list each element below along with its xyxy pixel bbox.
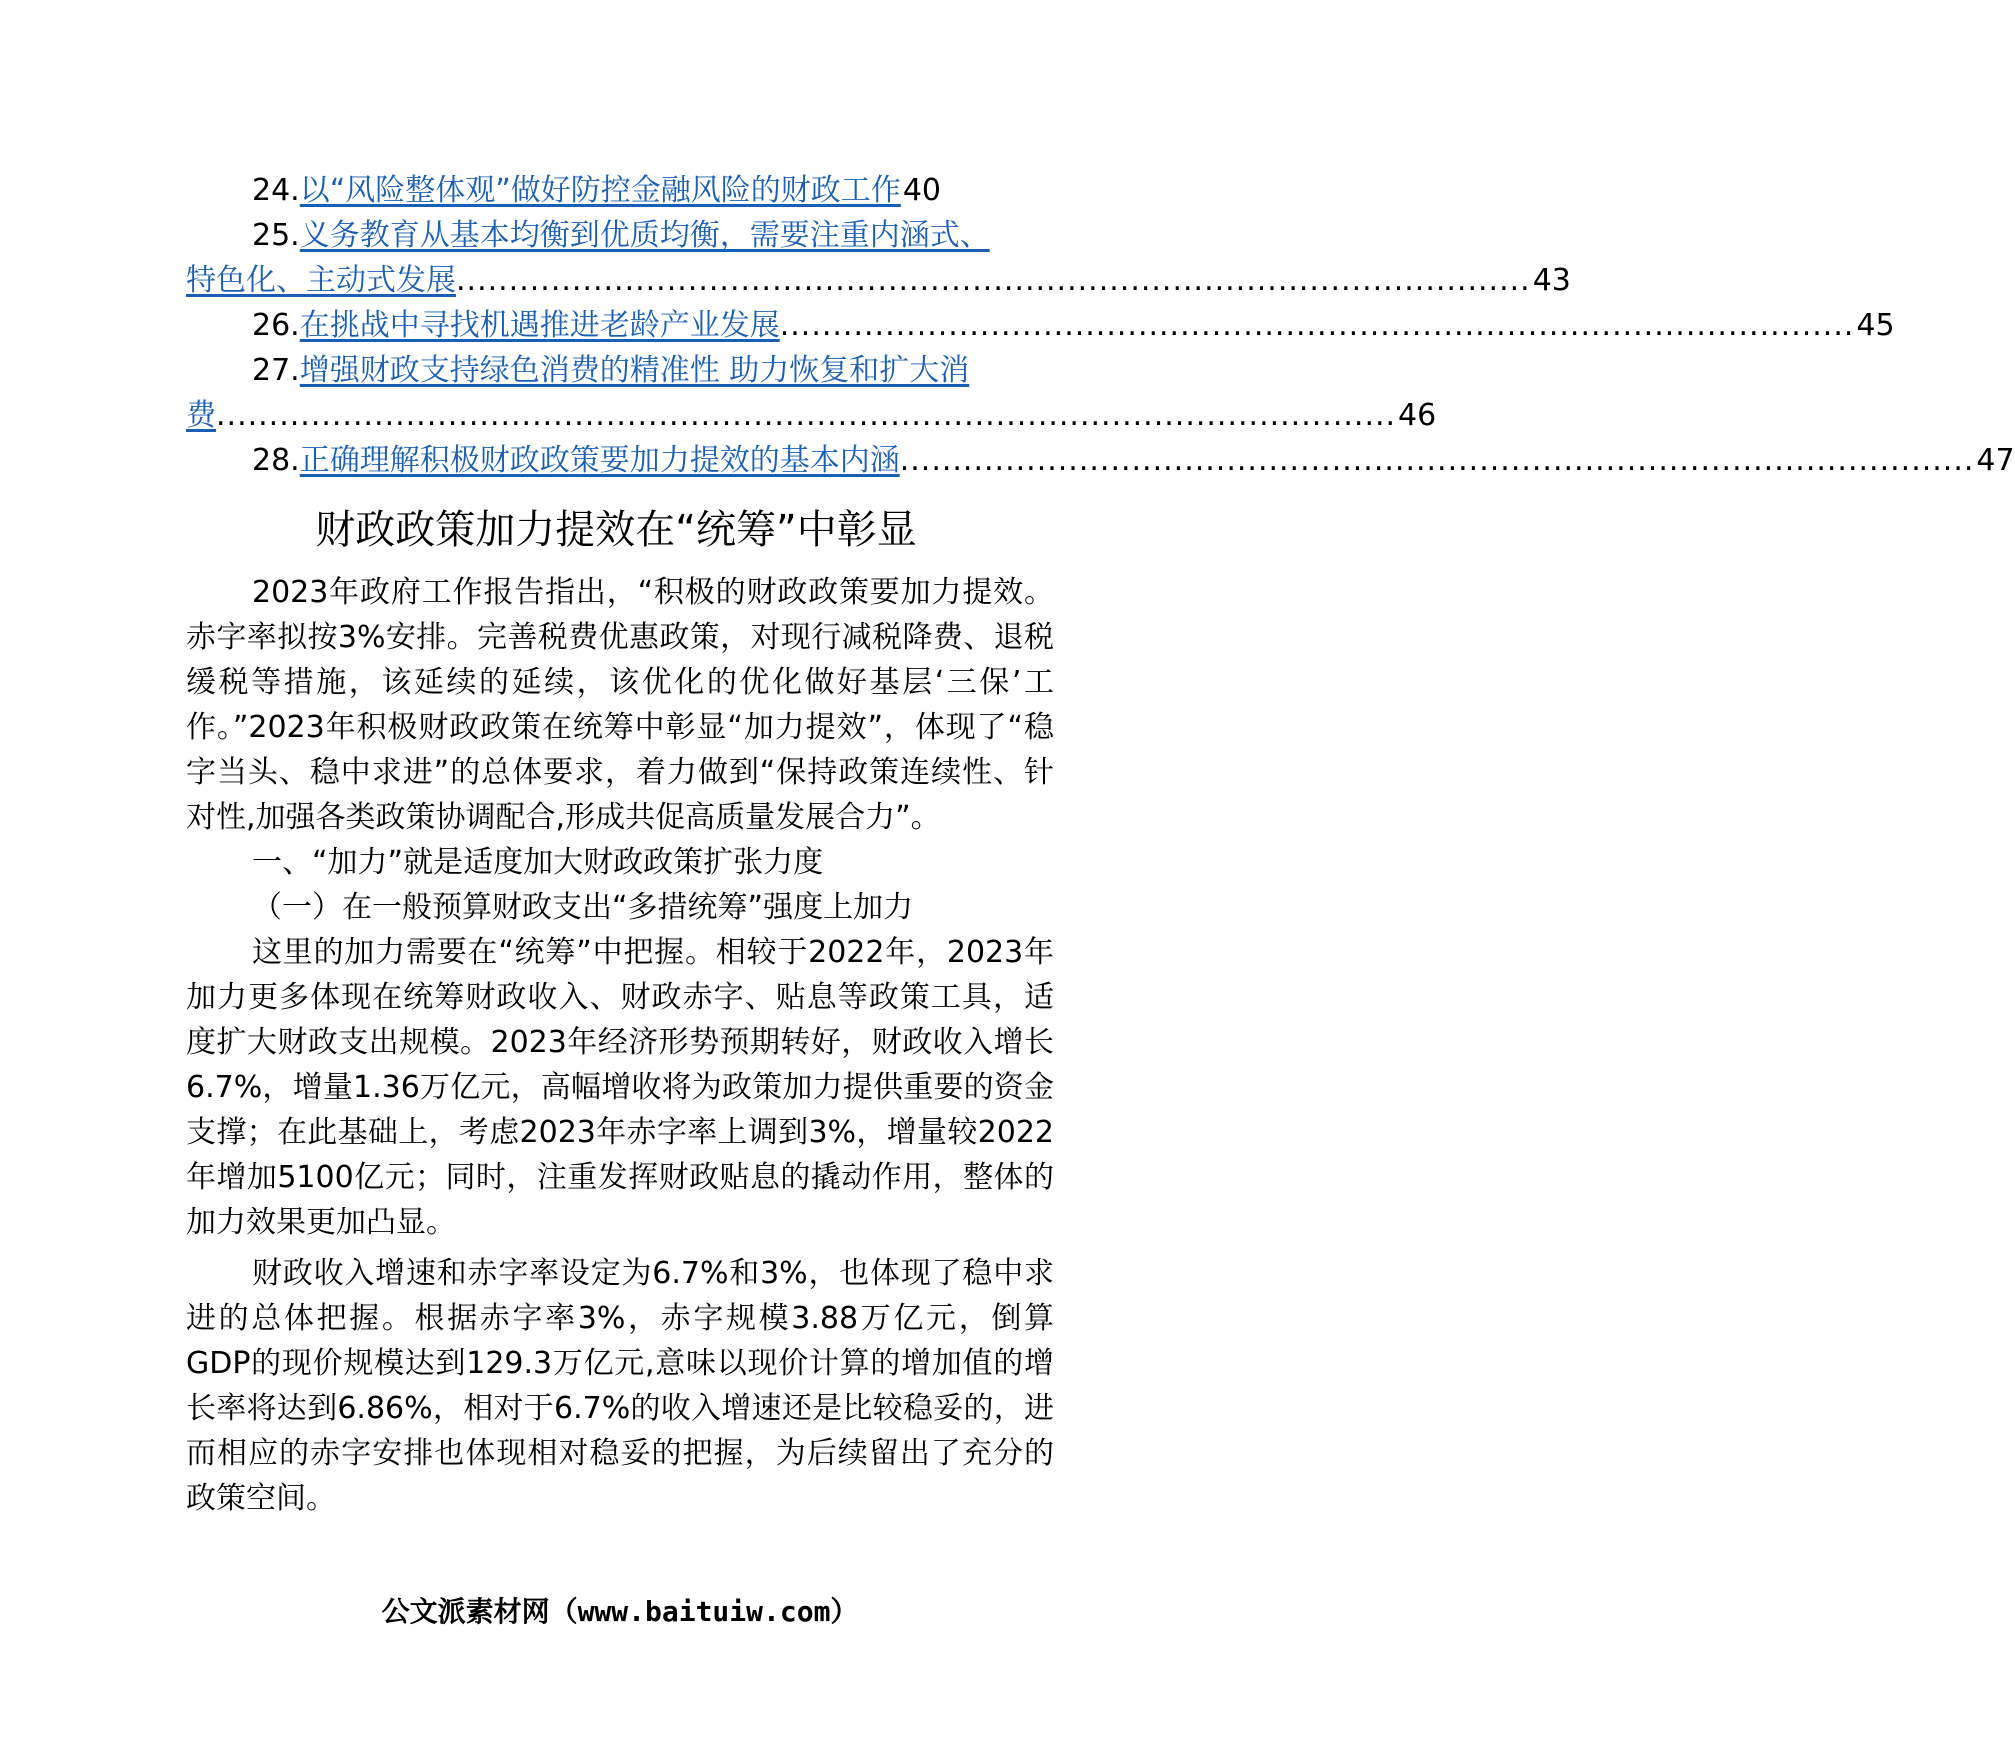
toc-entry-page: 43 [1532,263,1571,298]
toc-entry [186,348,1437,438]
toc-entry-page: 46 [1398,398,1437,433]
toc-entry-link[interactable]: 正确理解积极财政政策要加力提效的基本内涵 [299,443,900,478]
toc-entry-page: 45 [1856,308,1895,343]
paragraph: 这里的加力需要在“统筹”中把握。相较于2022年，2023年加力更多体现在统筹财政收入、财政赤字、贴息等政策工具，适度扩大财政支出规模。2023年经济形势预期转好，财政收入增长6.7%，增量1.36万亿元，高幅增收将为政策加力提供重要的资金支撑；在此基础上，考虑2023年赤字率上调到3%，增量较2022年增加5100亿元；同时，注重发挥财政贴息的撬动作用，整体的加力效果更加凸显。 [186,935,1054,1240]
toc-entry-page: 47 [1976,443,2015,478]
toc-entry-number: 25. [252,218,300,253]
toc-entry-page: 40 [902,173,941,208]
toc-entry [186,303,1895,348]
section-heading: 一、“加力”就是适度加大财政政策扩张力度 [252,845,824,880]
toc-entry-link[interactable]: 增强财政支持绿色消费的精准性 助力恢复和扩大消 [299,353,970,388]
subsection-heading: （一）在一般预算财政支出“多措统筹”强度上加力 [252,890,914,925]
toc-leader-dots: ................................................................................................................ [216,398,1397,433]
paragraph: 2023年政府工作报告指出，“积极的财政政策要加力提效。赤字率拟按3%安排。完善税费优惠政策，对现行减税降费、退税缓税等措施，该延续的延续，该优化的优化做好基层‘三保’工作。”2023年积极财政政策在统筹中彰显“加力提效”，体现了“稳字当头、稳中求进”的总体要求，着力做到“保持政策连续性、针对性,加强各类政策协调配合,形成共促高质量发展合力”。 [186,575,1054,835]
paragraph: 财政收入增速和赤字率设定为6.7%和3%，也体现了稳中求进的总体把握。根据赤字率3%，赤字规模3.88万亿元，倒算GDP的现价规模达到129.3万亿元,意味以现价计算的增加值的增长率将达到6.86%，相对于6.7%的收入增速还是比较稳妥的，进而相应的赤字安排也体现相对稳妥的把握，为后续留出了充分的政策空间。 [186,1256,1054,1516]
toc-entry-link-continued[interactable]: 特色化、主动式发展 [186,263,456,298]
toc-entry-number: 26. [252,308,300,343]
toc-entry-link[interactable]: 在挑战中寻找机遇推进老龄产业发展 [299,308,780,343]
toc-entry [186,168,1082,213]
toc-entry-link[interactable]: 以“风险整体观”做好防控金融风险的财政工作 [299,173,901,208]
toc-entry-number: 27. [252,353,300,388]
toc-entry [186,438,2015,483]
table-of-contents [186,168,2015,483]
toc-leader-dots: ...................................................................................................... [779,308,1855,343]
article-title: 财政政策加力提效在“统筹”中彰显 [315,507,917,553]
article-body [186,570,1054,1521]
footer-source: 公文派素材网（www.baituiw.com） [381,1595,859,1628]
toc-entry [186,213,1571,303]
toc-entry-number: 28. [252,443,300,478]
toc-entry-number: 24. [252,173,300,208]
toc-leader-dots: ...................................................................................................... [456,263,1531,298]
toc-entry-link[interactable]: 义务教育从基本均衡到优质均衡，需要注重内涵式、 [299,218,990,253]
toc-leader-dots: ...................................................................................................... [899,443,1975,478]
toc-entry-link-continued[interactable]: 费 [186,398,216,433]
